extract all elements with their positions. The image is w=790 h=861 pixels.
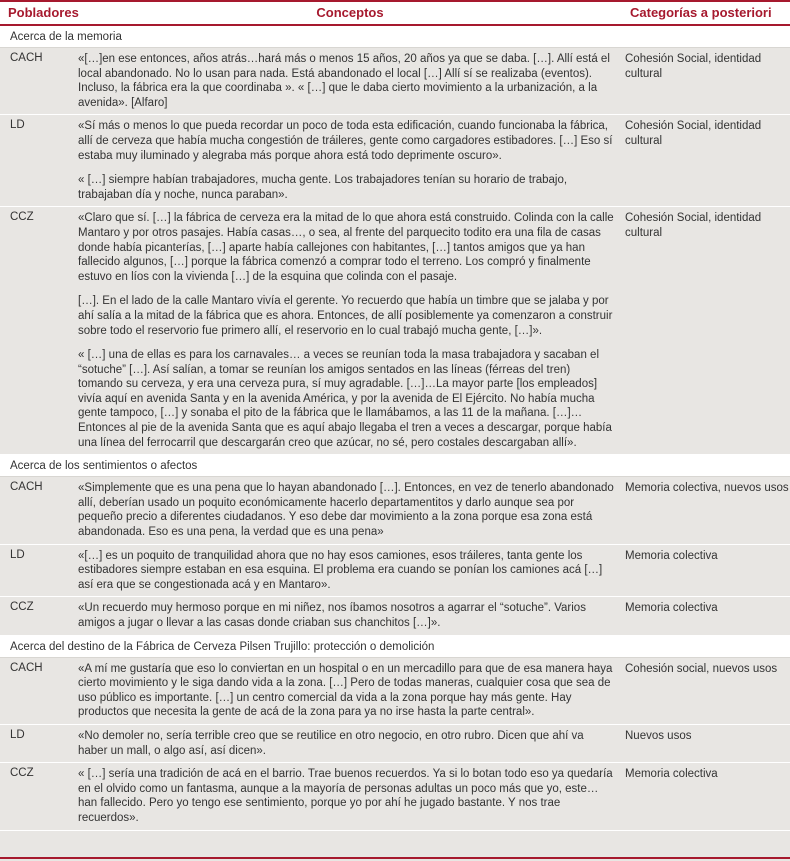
header-categorias: Categorías a posteriori: [630, 5, 772, 20]
table-row: [0, 597, 790, 635]
concepto-paragraph: « […] una de ellas es para los carnavales… a veces se reunían toda la masa trabajadora y sacaban el “sotuche” […]. Así salían, a tomar se reunían los amigos sentados en las líneas (férreas del tren) tomando su cerveza, y era una cerveza pura, sí muy agradable. […]…La mayor parte [los empleados] vivía aquí en avenida Santa y en la avenida América, y por la avenida de El Ejército. No había mucha gente tampoco, […] y sonaba el pito de la fábrica que le llamábamos, a las 11 de la mañana. […]…Entonces al pie de la avenida Santa que es aquí abajo llegaba el tren a veces a descargar, porque había una línea del ferrocarril que descargarán creo que azúcar, no sé, pero costales descargaban allí».: [78, 349, 612, 449]
table-row: [0, 545, 790, 598]
poblador-cell: CACH: [10, 661, 43, 674]
concepto-paragraph: «Un recuerdo muy hermoso porque en mi niñez, nos íbamos nosotros a agarrar el “sotuche”. Varios amigos a jugar o llevar a las casas donde criaban sus chanchitos […]».: [78, 602, 586, 629]
concepto-paragraph: «[…] es un poquito de tranquilidad ahora que no hay esos camiones, esos tráileres, tanta gente los estibadores siempre estaban en esa esquina. El problema era cuando se ponían los camiones acá […] así era que se congestionada acá y en Mantaro».: [78, 549, 603, 591]
poblador-cell: CACH: [10, 481, 43, 494]
concepto-cell: [78, 48, 625, 114]
table-row: [0, 207, 790, 455]
concepto-cell: [78, 597, 625, 634]
poblador-cell: CACH: [10, 52, 43, 64]
header-conceptos: Conceptos: [316, 5, 384, 20]
concepto-paragraph: « […] siempre habían trabajadores, mucha gente. Los trabajadores tenían su horario de trabajo, trabajaban día y noche, nunca paraban».: [78, 174, 568, 201]
poblador-cell: LD: [10, 548, 25, 561]
categoria-cell: Cohesión Social, identidad cultural: [625, 212, 762, 239]
concepto-paragraph: «Simplemente que es una pena que lo hayan abandonado […]. Entonces, en vez de tenerlo abandonado allí, deberían usado un poquito económicamente hacerlo departamentitos y darlo aunque sea por pequeño precio a diferentes ciudadanos. Y eso debe dar movimiento a la zona porque esa zona está abandonada. Eso es una pena, la verdad que es una pena»: [78, 482, 614, 539]
concepto-cell: [78, 658, 625, 724]
concepto-paragraph: «A mí me gustaría que eso lo conviertan en un hospital o en un mercadillo para que de esa manera haya cierto movimiento y le siga dando vida a la zona. […] Pero de todas maneras, cualquier cosa que sea de uso público es importante. […] un centro comercial da vida a la zona porque hay más gente. Hay productos que necesita la gente de acá de la zona para ya no irse hasta la parte central».: [78, 662, 613, 719]
table-row: [0, 658, 790, 725]
categoria-cell: Cohesión social, nuevos usos: [625, 662, 778, 675]
categoria-cell: Memoria colectiva, nuevos usos: [625, 482, 789, 495]
section-heading: Acerca de los sentimientos o afectos: [0, 455, 790, 477]
concepto-paragraph: «Claro que sí. […] la fábrica de cerveza era la mitad de lo que ahora está construido. Colinda con la calle Mantaro y por otros pasajes. Había casas…, o sea, al frente del parquecito todito era una fila de casas donde había picanterías, […] aparte había callejones con habitantes, […] tantos amigos que ya han fallecido algunos, […] porque la fábrica comenzó a comprar todo el terreno. Los compró y finalmente estuvo en líos con la vivienda […] de la esquina que colinda con el pasaje.: [78, 212, 614, 283]
table-row: [0, 115, 790, 207]
concepto-cell: [78, 477, 625, 543]
bottom-rule: [0, 857, 790, 859]
poblador-cell: LD: [10, 119, 25, 132]
concepto-paragraph: «Sí más o menos lo que pueda recordar un poco de toda esta edificación, cuando funcionaba la fábrica, allí de cerveza que había mucha congestión de tráileres, gente como cargadores estibadores. […] Eso sí estaba muy iluminado y alegraba más porque ahora está todo deprimente oscuro».: [78, 120, 613, 162]
categoria-cell: Cohesión Social, identidad cultural: [625, 53, 762, 80]
categoria-cell: Memoria colectiva: [625, 549, 718, 562]
poblador-cell: CCZ: [10, 601, 34, 614]
concepto-cell: [78, 207, 625, 454]
concepto-cell: [78, 763, 625, 829]
categoria-cell: Nuevos usos: [625, 729, 692, 742]
table-row: [0, 725, 790, 763]
table-row: [0, 763, 790, 830]
concepto-paragraph: […]. En el lado de la calle Mantaro vivía el gerente. Yo recuerdo que había un timbre que se jalaba y por ahí salía a la mitad de la fábrica que es ahora. Entonces, de allí posiblemente ya comenzaron a construir sobre todo el reservorio fue primero allí, el reservorio en lo cual trabajó mucha gente, […]».: [78, 295, 613, 337]
concepto-paragraph: « […] sería una tradición de acá en el barrio. Trae buenos recuerdos. Ya si lo botan todo eso ya quedaría en el olvido como un fantasma, aunque a la mayoría de personas adultas un poco más que yo, este… han fallecido. Pero yo tengo ese sentimiento, porque yo por ahí he jugado bastante. Y nos trae recuerdos».: [78, 768, 613, 824]
table-header: [0, 0, 790, 26]
categoria-cell: Memoria colectiva: [625, 602, 718, 615]
section-heading: Acerca de la memoria: [0, 26, 790, 48]
table-row: [0, 48, 790, 115]
poblador-cell: CCZ: [10, 211, 34, 224]
concepto-paragraph: «[…]en ese entonces, años atrás…hará más o menos 15 años, 20 años ya que se daba. […]. Allí está el local abandonado. No lo usan para nada. Está abandonado el local […] Allí sí se realizaba (eventos). Incluso, la fábrica era la que coordinaba ». « […] que le daba cierto movimiento a la urbanización, a la avenida». [Alfaro]: [78, 53, 610, 109]
table-body: [0, 26, 790, 831]
concepto-paragraph: «No demoler no, sería terrible creo que se reutilice en otro negocio, en otro rubro. Dicen que ahí va haber un mall, o algo así, así dicen».: [78, 729, 584, 757]
section-heading: Acerca del destino de la Fábrica de Cerveza Pilsen Trujillo: protección o demolición: [0, 636, 790, 658]
poblador-cell: LD: [10, 728, 25, 741]
concepto-cell: [78, 725, 625, 762]
concepto-cell: [78, 545, 625, 597]
poblador-cell: CCZ: [10, 767, 34, 780]
categoria-cell: Memoria colectiva: [625, 768, 718, 781]
header-pobladores: Pobladores: [8, 5, 79, 20]
categoria-cell: Cohesión Social, identidad cultural: [625, 120, 762, 147]
table-row: [0, 477, 790, 544]
concepto-cell: [78, 115, 625, 206]
